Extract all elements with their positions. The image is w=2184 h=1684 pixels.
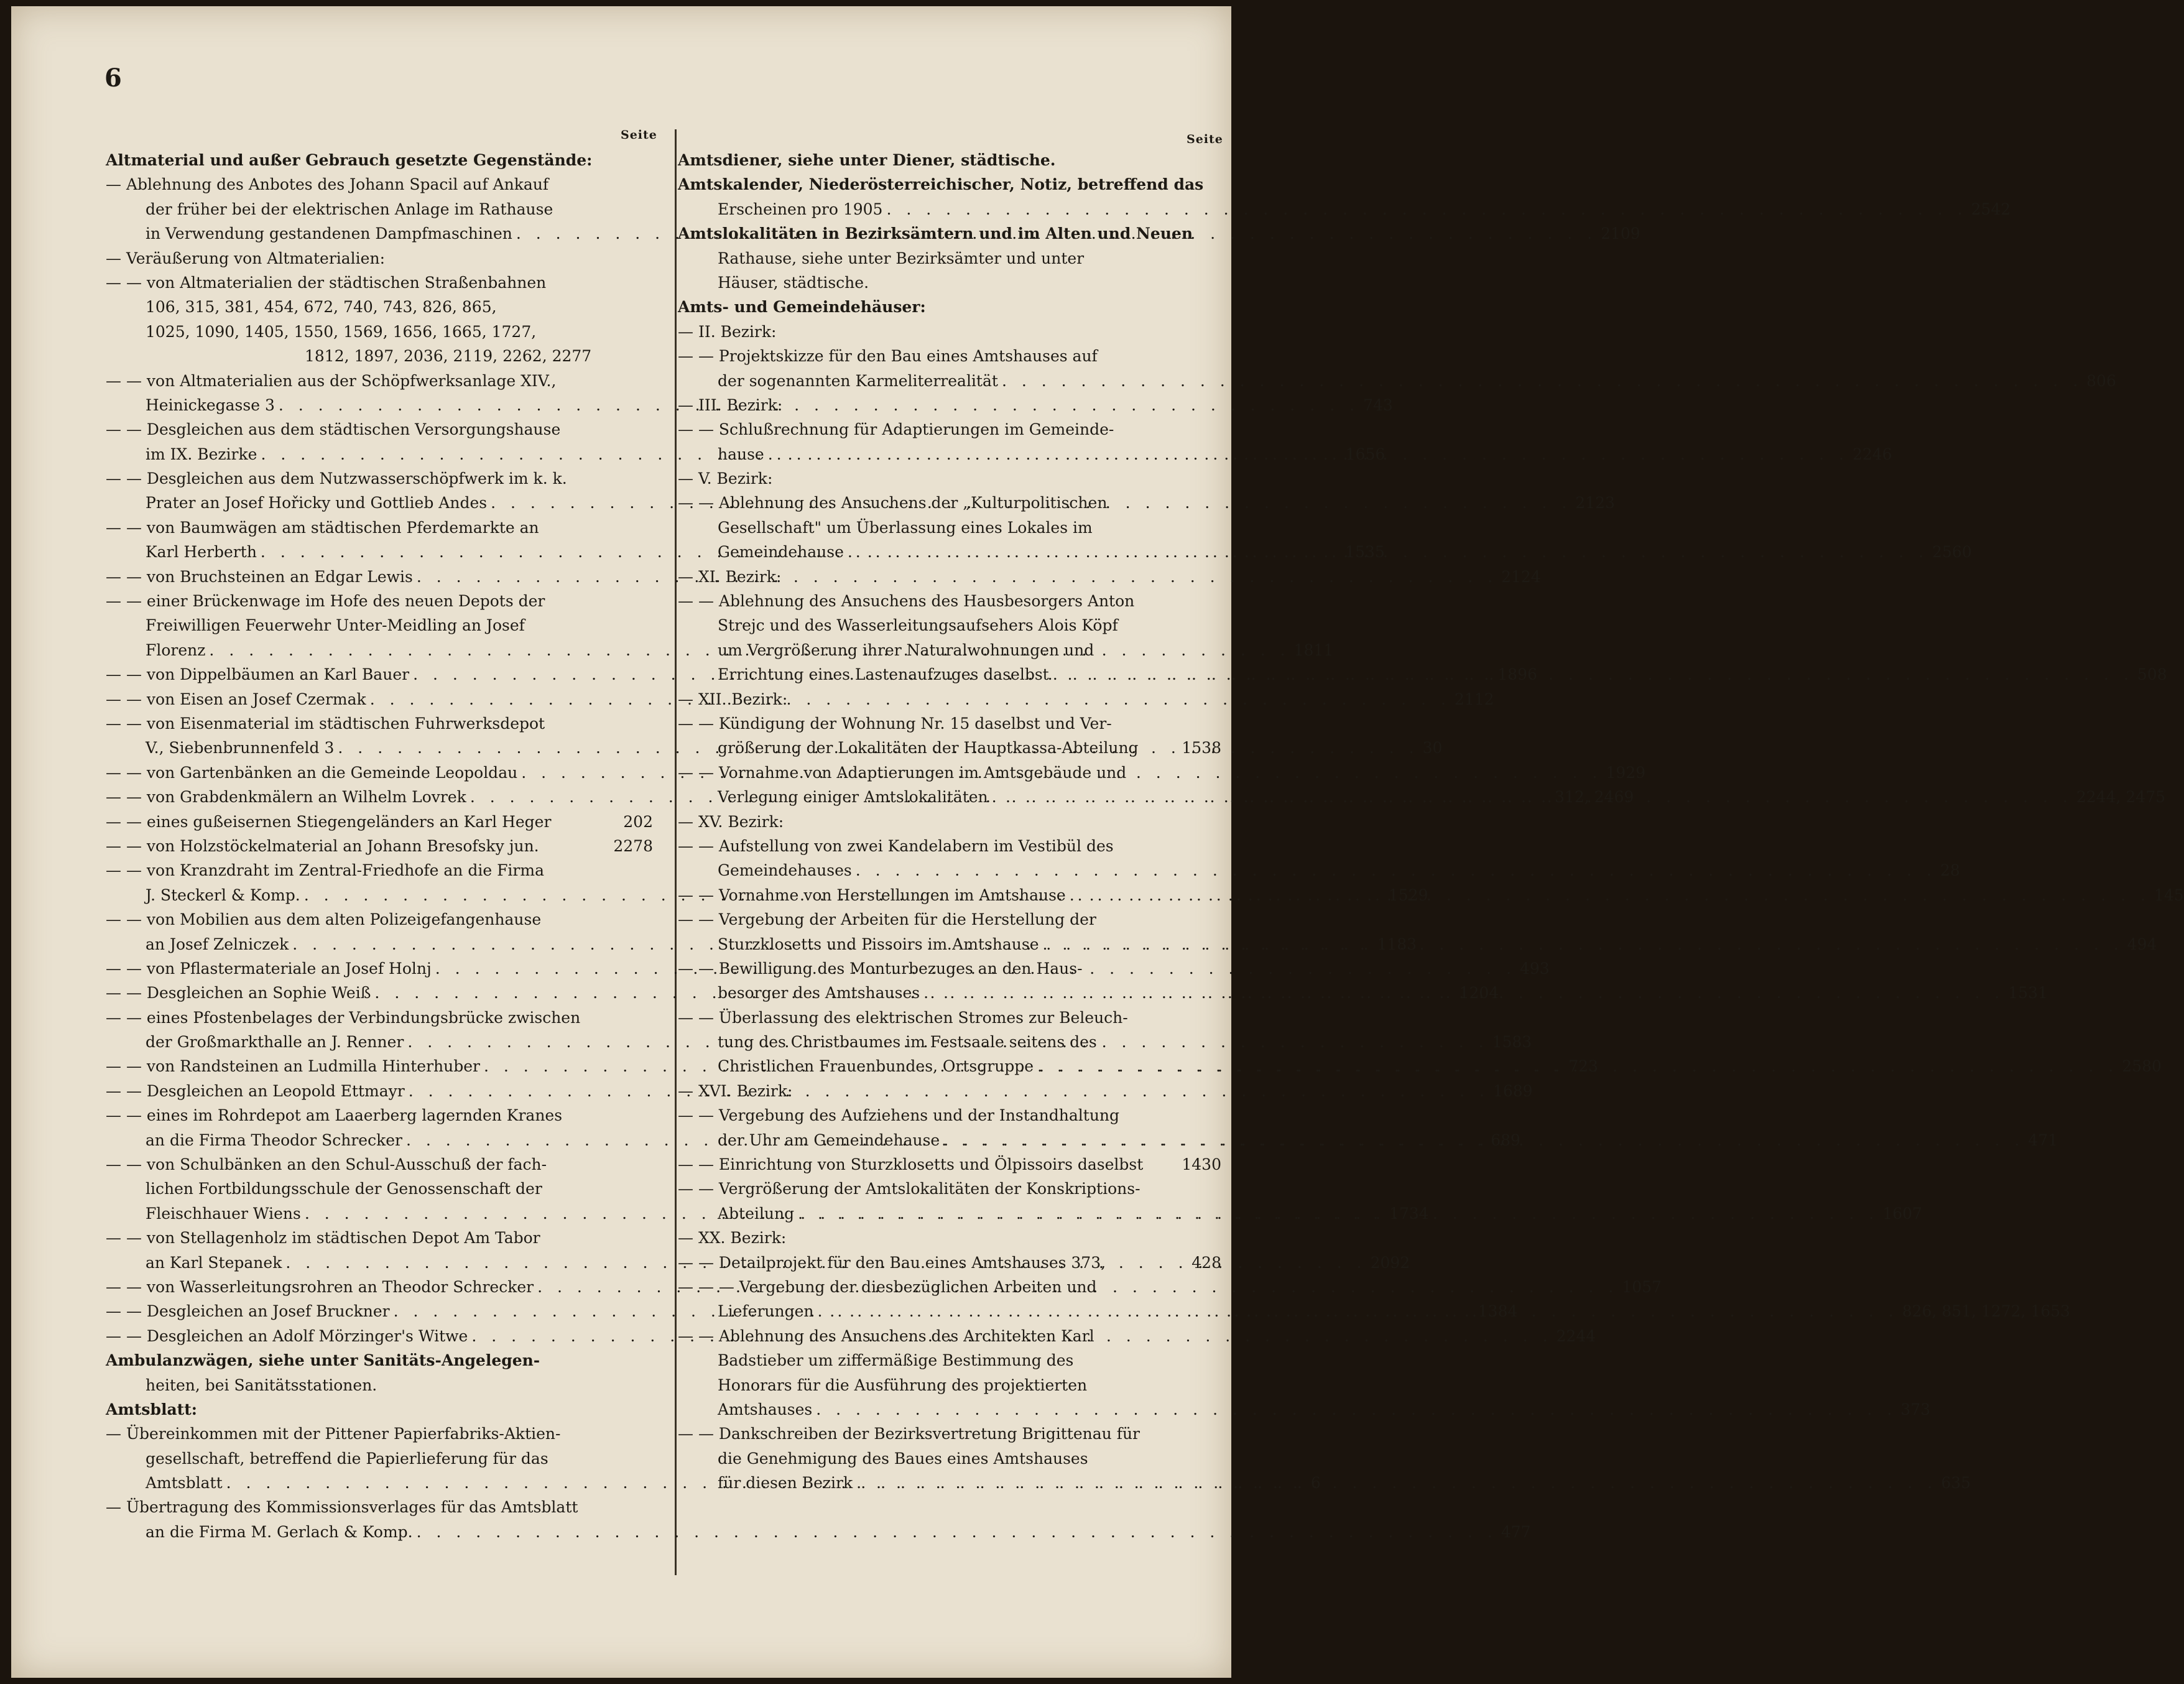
index-entry xyxy=(106,1226,653,1250)
index-entry xyxy=(678,516,1221,540)
entry-page-ref: 1896 xyxy=(1497,665,1537,684)
entry-page-ref: 689 xyxy=(1491,1131,1520,1149)
entry-text: — — von Dippelbäumen an Karl Bauer xyxy=(106,665,410,684)
index-entry xyxy=(106,1152,653,1177)
entry-text: — XX. Bezirk: xyxy=(678,1229,787,1247)
leader-dots xyxy=(992,785,2073,809)
entry-page-ref: 635 xyxy=(1941,1474,1971,1492)
entry-text: Amtsdiener, siehe unter Diener, städtische. xyxy=(678,151,1056,169)
entry-text: — — Einrichtung von Sturzklosetts und Ölpissoirs daselbst xyxy=(678,1155,1144,1174)
seite-label-left: Seite xyxy=(621,128,657,142)
entry-page-ref: 202 xyxy=(623,812,653,831)
entry-text: — — Ablehnung des Ansuchens des Architekten Karl xyxy=(678,1326,1094,1345)
index-entry xyxy=(678,956,1221,981)
leader-dots xyxy=(1053,662,2134,687)
leader-dots xyxy=(943,1128,2024,1152)
entry-page-ref: 2244 xyxy=(1556,1326,1596,1345)
entry-text: größerung der Lokalitäten der Hauptkassa-Abteilung xyxy=(718,739,1139,757)
index-entry xyxy=(678,1006,1221,1030)
entry-text: Strejc und des Wasserleitungsaufsehers Alois Köpf xyxy=(718,616,1118,635)
entry-page-ref: 2244, 2475 xyxy=(2076,788,2165,807)
entry-text: — — Schlußrechnung für Adaptierungen im Gemeinde- xyxy=(678,420,1114,439)
index-entry xyxy=(678,393,1221,417)
index-entry xyxy=(678,344,1221,368)
entry-text: — — Vornahme von Adaptierungen im Amtsgebäude und xyxy=(678,763,1127,782)
index-entry xyxy=(106,295,653,319)
entry-text: Heinickegasse 3 xyxy=(146,396,275,414)
column-divider xyxy=(675,129,677,1575)
entry-text: Amtslokalitäten in Bezirksämtern und im Alten und Neuen xyxy=(678,224,1193,243)
index-entry xyxy=(106,320,653,344)
index-entry xyxy=(678,810,1221,834)
entry-text: V., Siebenbrunnenfeld 3 xyxy=(146,739,335,757)
entry-page-ref: 2580 xyxy=(2122,1057,2162,1076)
entry-text: Lieferungen xyxy=(718,1302,814,1321)
index-entry xyxy=(678,858,1960,882)
entry-page-ref: 2112 xyxy=(1454,690,1494,708)
index-entry xyxy=(678,1251,1221,1275)
leader-dots xyxy=(818,1299,1899,1323)
entry-page-ref: 2123 xyxy=(1575,494,1615,512)
entry-text: Verlegung einiger Amtslokalitäten xyxy=(718,788,988,807)
leader-dots xyxy=(816,1397,1897,1422)
entry-text: — — von Altmaterialien der städtischen Straßenbahnen xyxy=(106,273,547,292)
entry-text: — — Bewilligung des Monturbezuges an den Haus- xyxy=(678,959,1083,978)
index-entry xyxy=(106,1103,653,1127)
entry-text: — — von Holzstöckelmaterial an Johann Bresofsky jun. xyxy=(106,836,539,855)
entry-text: an die Firma M. Gerlach & Komp. xyxy=(146,1522,413,1541)
index-entry xyxy=(106,858,653,882)
entry-text: Amtshauses xyxy=(718,1400,813,1418)
index-entry xyxy=(678,1103,1221,1127)
index-entry xyxy=(106,148,653,172)
index-entry xyxy=(678,320,1221,344)
entry-text: — — von Grabdenkmälern an Wilhelm Lovrek xyxy=(106,788,466,807)
entry-page-ref: 1734 xyxy=(1389,1204,1429,1223)
entry-text: Honorars für die Ausführung des projektierten xyxy=(718,1376,1088,1394)
entry-text: Gemeindehause xyxy=(718,543,844,562)
entry-page-ref: 471 xyxy=(2028,1131,2058,1149)
entry-text: in Verwendung gestandenen Dampfmaschinen xyxy=(146,224,512,243)
entry-text: — — von Altmaterialien aus der Schöpfwerksanlage XIV., xyxy=(106,371,557,390)
entry-page-ref: 1538 xyxy=(1182,739,1221,757)
entry-text: — — von Eisen an Josef Czermak xyxy=(106,690,366,708)
entry-text: Amtskalender, Niederösterreichischer, Notiz, betreffend das xyxy=(678,175,1204,194)
entry-text: J. Steckerl & Komp. xyxy=(146,886,300,904)
entry-text: — — Vergebung der Arbeiten für die Herstellung der xyxy=(678,910,1096,929)
entry-page-ref: 826, 851, 1272, 1653 xyxy=(1902,1302,2071,1321)
entry-page-ref: 1384 xyxy=(1478,1302,1518,1321)
index-entry xyxy=(106,907,653,932)
index-entry xyxy=(106,344,653,368)
entry-text: 1025, 1090, 1405, 1550, 1569, 1656, 1665, 1727, xyxy=(146,322,537,341)
index-entry xyxy=(106,1495,653,1519)
entry-text: — — Desgleichen aus dem städtischen Versorgungshause xyxy=(106,420,561,439)
entry-text: — — Vergrößerung der Amtslokalitäten der Konskriptions- xyxy=(678,1180,1141,1198)
entry-text: besorger des Amtshauses xyxy=(718,984,920,1002)
entry-text: — — Überlassung des elektrischen Stromes zur Beleuch- xyxy=(678,1008,1128,1027)
index-entry xyxy=(678,172,1221,197)
index-entry xyxy=(678,736,1221,760)
entry-text: — — von Wasserleitungsrohren an Theodor Schrecker xyxy=(106,1277,534,1296)
entry-text: — Veräußerung von Altmaterialien: xyxy=(106,249,385,267)
leader-dots xyxy=(856,858,1936,882)
index-entry xyxy=(678,1275,1221,1299)
index-entry xyxy=(678,1446,1221,1471)
entry-text: — — von Randsteinen an Ludmilla Hinterhuber xyxy=(106,1057,480,1076)
entry-text: der sogenannten Karmeliterrealität xyxy=(718,371,998,390)
entry-text: lichen Fortbildungsschule der Genossenschaft der xyxy=(146,1180,542,1198)
entry-text: Gesellschaft" um Überlassung eines Lokales im xyxy=(718,518,1093,537)
entry-text: — — Detailprojekt für den Bau eines Amtshauses 373, xyxy=(678,1253,1106,1272)
index-entry xyxy=(678,687,1221,711)
index-entry xyxy=(106,1397,653,1422)
index-entry xyxy=(106,1177,653,1201)
entry-text: — — eines gußeisernen Stiegengeländers an Karl Heger xyxy=(106,812,552,831)
entry-text: — — von Bruchsteinen an Edgar Lewis xyxy=(106,567,413,586)
entry-text: 1812, 1897, 2036, 2119, 2262, 2277 xyxy=(305,347,592,366)
index-entry xyxy=(678,834,1221,858)
entry-text: — — Ablehnung des Ansuchens der „Kulturpolitischen xyxy=(678,494,1108,512)
index-entry xyxy=(678,638,1221,662)
entry-text: gesellschaft, betreffend die Papierlieferung für das xyxy=(146,1449,548,1468)
index-entry xyxy=(678,1079,1221,1103)
index-entry xyxy=(678,1226,1221,1250)
entry-text: — — Desgleichen an Sophie Weiß xyxy=(106,984,371,1002)
entry-text: Sturzklosetts und Pissoirs im Amtshause xyxy=(718,935,1039,953)
index-entry xyxy=(678,1471,1971,1495)
entry-page-ref: 2542 xyxy=(1971,200,2011,218)
entry-text: — Ablehnung des Anbotes des Johann Spacil auf Ankauf xyxy=(106,175,549,194)
entry-text: Häuser, städtische. xyxy=(718,273,869,292)
entry-text: Amtsblatt xyxy=(146,1474,223,1492)
entry-page-ref: 2560 xyxy=(1932,543,1972,562)
index-entry xyxy=(106,1446,653,1471)
index-entry xyxy=(106,246,653,271)
index-entry xyxy=(678,907,1221,932)
entry-text: an Josef Zelniczek xyxy=(146,935,289,953)
index-entry xyxy=(106,369,653,393)
entry-page-ref: 743 xyxy=(1363,396,1393,414)
entry-text: — XI. Bezirk: xyxy=(678,567,782,586)
entry-text: — V. Bezirk: xyxy=(678,470,773,488)
entry-text: — — — Vergebung der diesbezüglichen Arbeiten und xyxy=(678,1277,1097,1296)
entry-text: — — von Schulbänken an den Schul-Ausschuß der fach- xyxy=(106,1155,547,1174)
entry-page-ref: 1583 xyxy=(1492,1033,1532,1052)
entry-text: — — Aufstellung von zwei Kandelabern im Vestibül des xyxy=(678,836,1114,855)
leader-dots xyxy=(1037,1054,2118,1078)
index-entry xyxy=(678,1324,1221,1348)
index-entry xyxy=(678,1373,1221,1397)
leader-dots xyxy=(856,1471,1937,1495)
leader-dots xyxy=(848,540,1928,564)
entry-page-ref: 428 xyxy=(1191,1253,1221,1272)
index-entry xyxy=(106,1348,653,1372)
entry-page-ref: 30 xyxy=(1422,739,1443,757)
entry-text: Christlichen Frauenbundes, Ortsgruppe xyxy=(718,1057,1034,1076)
entry-page-ref: 28 xyxy=(1940,861,1960,880)
entry-text: tung des Christbaumes im Festsaale seitens des xyxy=(718,1033,1097,1052)
entry-text: — — Kündigung der Wohnung Nr. 15 daselbst und Ver- xyxy=(678,714,1112,733)
entry-page-ref: 477 xyxy=(1501,1522,1531,1541)
entry-page-ref: 1183 xyxy=(1377,935,1417,953)
entry-text: Amtsblatt: xyxy=(106,1400,197,1418)
entry-page-ref: 1607 xyxy=(1882,1204,1922,1223)
leader-dots xyxy=(923,981,2004,1005)
entry-text: Fleischhauer Wiens xyxy=(146,1204,301,1223)
entry-page-ref: 508 xyxy=(2137,665,2167,684)
entry-text: Freiwilligen Feuerwehr Unter-Meidling an Josef xyxy=(146,616,525,635)
entry-page-ref: 2092 xyxy=(1370,1253,1410,1272)
entry-page-ref: 493 xyxy=(1519,959,1550,978)
entry-text: — — von Baumwägen am städtischen Pferdemarkte an xyxy=(106,518,539,537)
entry-text: — — von Mobilien aus dem alten Polizeigefangenhause xyxy=(106,910,542,929)
index-entry xyxy=(106,810,653,834)
entry-text: — — Dankschreiben der Bezirksvertretung Brigittenau für xyxy=(678,1425,1140,1443)
leader-dots xyxy=(768,442,1849,466)
index-entry xyxy=(678,613,1221,637)
entry-text: Rathause, siehe unter Bezirksämter und unter xyxy=(718,249,1085,267)
entry-text: — — Desgleichen aus dem Nutzwasserschöpfwerk im k. k. xyxy=(106,470,567,488)
scanned-page xyxy=(11,6,2184,1678)
entry-page-ref: 145 xyxy=(2154,886,2184,904)
index-entry xyxy=(106,466,653,491)
index-entry xyxy=(678,197,2011,221)
entry-text: — III. Bezirk: xyxy=(678,396,783,414)
entry-page-ref: 1531 xyxy=(2008,984,2048,1002)
index-entry xyxy=(678,148,1221,172)
index-entry xyxy=(678,417,1221,442)
entry-text: — — von Pflastermateriale an Josef Holnj xyxy=(106,959,432,978)
entry-page-ref: 1811 xyxy=(1293,641,1334,659)
entry-text: im IX. Bezirke xyxy=(146,445,257,463)
entry-text: — Übertragung des Kommissionsverlages für das Amtsblatt xyxy=(106,1498,578,1517)
entry-text: der Großmarkthalle an J. Renner xyxy=(146,1033,404,1052)
entry-page-ref: 1535 xyxy=(1345,543,1385,562)
entry-text: — — von Gartenbänken an die Gemeinde Leopoldau xyxy=(106,763,518,782)
entry-page-ref: 1430 xyxy=(1182,1155,1221,1174)
entry-page-ref: 1204 xyxy=(1459,984,1499,1002)
index-entry xyxy=(106,197,653,221)
entry-text: die Genehmigung des Baues eines Amtshauses xyxy=(718,1449,1088,1468)
entry-text: Erscheinen pro 1905 xyxy=(718,200,883,218)
entry-text: der früher bei der elektrischen Anlage im Rathause xyxy=(146,200,553,218)
entry-text: Florenz xyxy=(146,641,206,659)
leader-dots xyxy=(1070,883,2150,907)
entry-page-ref: 6 xyxy=(1310,1474,1321,1492)
index-entry xyxy=(678,565,1221,589)
entry-page-ref: 494 xyxy=(2127,935,2157,953)
entry-text: — XV. Bezirk: xyxy=(678,812,784,831)
index-entry xyxy=(106,589,653,613)
entry-page-ref: 312, 2469 xyxy=(1555,788,1634,807)
entry-text: an Karl Stepanek xyxy=(146,1253,282,1272)
entry-text: — — einer Brückenwage im Hofe des neuen Depots der xyxy=(106,592,545,611)
index-entry xyxy=(106,1006,653,1030)
index-entry xyxy=(106,711,653,736)
index-entry xyxy=(678,1397,1931,1422)
entry-page-ref: 806 xyxy=(2086,371,2116,390)
entry-text: hause xyxy=(718,445,764,463)
leader-dots xyxy=(1002,369,2083,393)
entry-text: — — von Stellagenholz im städtischen Depot Am Tabor xyxy=(106,1229,540,1247)
index-entry xyxy=(106,516,653,540)
entry-page-ref: 2278 xyxy=(613,836,653,855)
entry-page-ref: 1529 xyxy=(1388,886,1428,904)
entry-text: heiten, bei Sanitätsstationen. xyxy=(146,1376,377,1394)
index-entry xyxy=(678,246,1221,271)
index-entry xyxy=(678,761,1221,785)
index-entry xyxy=(678,221,1221,246)
leader-dots xyxy=(417,1520,1497,1544)
index-entry xyxy=(678,1348,1221,1372)
index-entry xyxy=(678,1152,1221,1177)
entry-text: Gemeindehauses xyxy=(718,861,852,880)
entry-text: Altmaterial und außer Gebrauch gesetzte Gegenstände: xyxy=(106,151,593,169)
entry-text: — — Desgleichen an Adolf Mörzinger's Witwe xyxy=(106,1326,468,1345)
entry-text: — — Vornahme von Herstellungen im Amtshause xyxy=(678,886,1066,904)
entry-text: — — eines im Rohrdepot am Laaerberg lagernden Kranes xyxy=(106,1106,563,1125)
index-entry xyxy=(678,1422,1221,1446)
entry-text: — — Projektskizze für den Bau eines Amtshauses auf xyxy=(678,347,1098,366)
index-entry xyxy=(678,1177,1221,1201)
index-entry xyxy=(678,295,1221,319)
entry-text: an die Firma Theodor Schrecker xyxy=(146,1131,402,1149)
entry-text: — II. Bezirk: xyxy=(678,322,777,341)
entry-page-ref: 1929 xyxy=(1606,763,1646,782)
index-entry xyxy=(106,613,653,637)
entry-text: Karl Herberth xyxy=(146,543,257,562)
index-entry xyxy=(106,417,653,442)
index-entry xyxy=(678,271,1221,295)
index-entry xyxy=(106,271,653,295)
entry-text: — — von Eisenmaterial im städtischen Fuhrwerksdepot xyxy=(106,714,545,733)
entry-text: 106, 315, 381, 454, 672, 740, 743, 826, 865, xyxy=(146,298,497,317)
entry-text: Badstieber um ziffermäßige Bestimmung des xyxy=(718,1351,1074,1370)
entry-text: — — Vergebung des Aufziehens und der Instandhaltung xyxy=(678,1106,1120,1125)
entry-page-ref: 1057 xyxy=(1622,1277,1662,1296)
entry-text: der Uhr am Gemeindehause xyxy=(718,1131,940,1149)
entry-page-ref: 1689 xyxy=(1492,1081,1533,1100)
leader-dots xyxy=(886,197,1967,221)
entry-text: Prater an Josef Hořicky und Gottlieb Andes xyxy=(146,494,488,512)
entry-text: — — eines Pfostenbelages der Verbindungsbrücke zwischen xyxy=(106,1008,581,1027)
index-entry xyxy=(106,1373,653,1397)
index-entry xyxy=(678,711,1221,736)
entry-text: Amts- und Gemeindehäuser: xyxy=(678,298,926,317)
entry-page-ref: 723 xyxy=(1568,1057,1598,1076)
entry-page-ref: 2124 xyxy=(1501,567,1541,586)
entry-page-ref: 1656 xyxy=(1345,445,1386,463)
entry-text: — XII. Bezirk: xyxy=(678,690,788,708)
entry-text: — Übereinkommen mit der Pittener Papierfabriks-Aktien- xyxy=(106,1425,561,1443)
entry-text: Ambulanzwägen, siehe unter Sanitäts-Angelegen- xyxy=(106,1351,540,1370)
index-entry xyxy=(678,589,1221,613)
leader-dots xyxy=(798,1201,1879,1226)
leader-dots xyxy=(1043,932,2124,956)
page-number: 6 xyxy=(104,63,122,93)
entry-page-ref: 2109 xyxy=(1601,224,1640,243)
entry-text: — — Desgleichen an Josef Bruckner xyxy=(106,1302,390,1321)
index-entry xyxy=(678,491,1221,515)
index-entry xyxy=(106,172,653,197)
index-entry xyxy=(678,369,2116,393)
entry-text: Errichtung eines Lastenaufzuges daselbst xyxy=(718,665,1049,684)
index-entry xyxy=(678,466,1221,491)
entry-text: für diesen Bezirk xyxy=(718,1474,853,1492)
entry-text: Abteilung xyxy=(718,1204,795,1223)
entry-text: um Vergrößerung ihrer Naturalwohnungen und xyxy=(718,641,1094,659)
entry-text: — XVI. Bezirk: xyxy=(678,1081,793,1100)
index-entry xyxy=(106,1422,653,1446)
seite-label-right: Seite xyxy=(1187,132,1223,146)
index-entry xyxy=(106,1520,1531,1544)
entry-text: — — Desgleichen an Leopold Ettmayr xyxy=(106,1081,405,1100)
entry-text: — — Ablehnung des Ansuchens des Hausbesorgers Anton xyxy=(678,592,1135,611)
entry-page-ref: 373 xyxy=(1900,1400,1931,1418)
entry-page-ref: 2246 xyxy=(1852,445,1892,463)
entry-text: — — von Kranzdraht im Zentral-Friedhofe an die Firma xyxy=(106,861,544,880)
index-entry xyxy=(678,1030,1221,1054)
index-entry xyxy=(106,834,653,858)
